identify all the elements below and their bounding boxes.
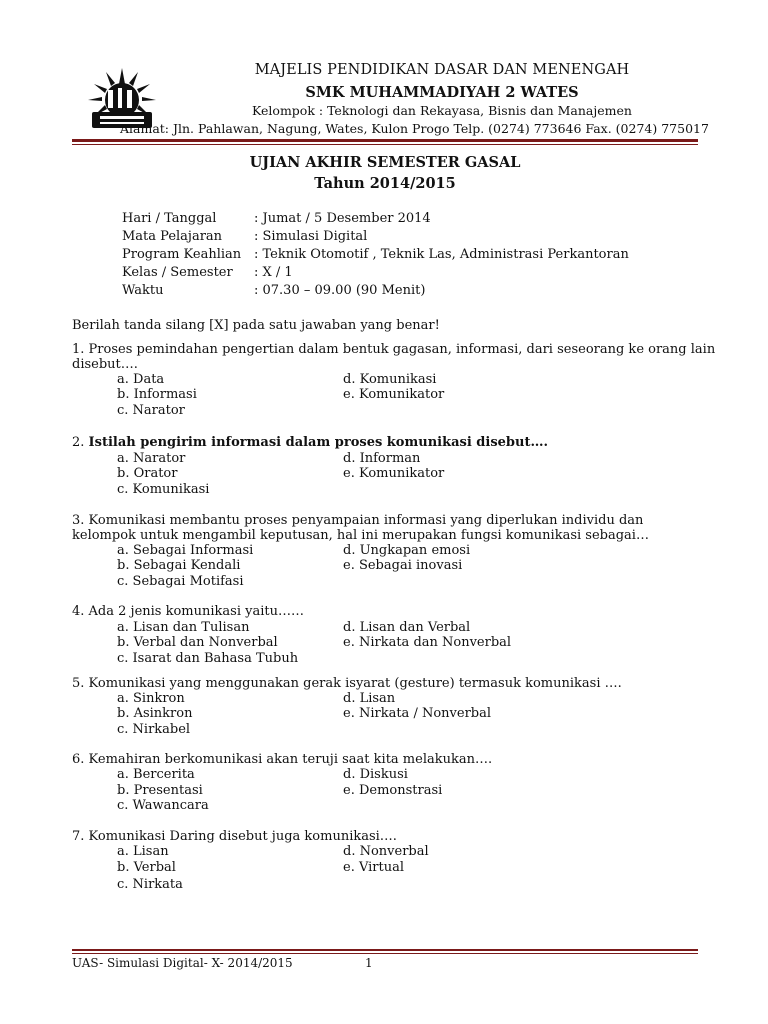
footer-divider-thick — [72, 949, 698, 951]
q1-option-b: b. Informasi — [117, 387, 197, 402]
q1-option-c: c. Narator — [117, 403, 185, 418]
q3-option-c: c. Sebagai Motifasi — [117, 574, 244, 589]
question-5-text: 5. Komunikasi yang menggunakan gerak isyarat (gesture) termasuk komunikasi …. — [72, 676, 622, 691]
board-name: MAJELIS PENDIDIKAN DASAR DAN MENENGAH — [254, 62, 630, 78]
q6-option-c: c. Wawancara — [117, 798, 209, 813]
q5-option-e: e. Nirkata / Nonverbal — [343, 706, 492, 721]
q1-option-a: a. Data — [117, 372, 165, 387]
q7-option-a: a. Lisan — [117, 844, 169, 859]
q2-option-d: d. Informan — [343, 451, 421, 466]
info-label-class: Kelas / Semester — [122, 265, 233, 280]
footer-divider-thin — [72, 953, 698, 954]
q7-option-b: b. Verbal — [117, 860, 176, 875]
q5-option-d: d. Lisan — [343, 691, 396, 706]
q6-option-d: d. Diskusi — [343, 767, 408, 782]
q3-option-a: a. Sebagai Informasi — [117, 543, 254, 558]
exam-year: Tahun 2014/2015 — [314, 175, 456, 192]
info-value-class: : X / 1 — [254, 265, 293, 280]
question-7-text: 7. Komunikasi Daring disebut juga komunikasi…. — [72, 829, 397, 844]
q2-option-a: a. Narator — [117, 451, 186, 466]
school-group: Kelompok : Teknologi dan Rekayasa, Bisnis dan Manajemen — [252, 103, 632, 118]
info-value-subject: : Simulasi Digital — [254, 229, 368, 244]
question-4-text: 4. Ada 2 jenis komunikasi yaitu…… — [72, 604, 304, 619]
info-label-date: Hari / Tanggal — [122, 211, 217, 226]
question-1-text: 1. Proses pemindahan pengertian dalam bentuk gagasan, informasi, dari seseorang ke orang lain — [72, 342, 716, 357]
school-address: Alamat: Jln. Pahlawan, Nagung, Wates, Kulon Progo Telp. (0274) 773646 Fax. (0274) 775017 — [120, 121, 709, 136]
q4-option-a: a. Lisan dan Tulisan — [117, 620, 250, 635]
question-6-text: 6. Kemahiran berkomunikasi akan teruji saat kita melakukan…. — [72, 752, 493, 767]
q3-option-d: d. Ungkapan emosi — [343, 543, 471, 558]
q2-option-b: b. Orator — [117, 466, 178, 481]
q6-option-e: e. Demonstrasi — [343, 783, 443, 798]
q1-option-d: d. Komunikasi — [343, 372, 437, 387]
info-value-time: : 07.30 – 09.00 (90 Menit) — [254, 283, 426, 298]
info-label-program: Program Keahlian — [122, 247, 242, 262]
question-2-number: 2. — [72, 435, 89, 450]
q5-option-c: c. Nirkabel — [117, 722, 191, 737]
question-3-text: 3. Komunikasi membantu proses penyampaian informasi yang diperlukan individu dan — [72, 513, 644, 528]
q7-option-e: e. Virtual — [343, 860, 404, 875]
school-name: SMK MUHAMMADIYAH 2 WATES — [305, 84, 579, 101]
q1-option-e: e. Komunikator — [343, 387, 445, 402]
info-value-program: : Teknik Otomotif , Teknik Las, Administrasi Perkantoran — [254, 247, 629, 262]
q2-option-e: e. Komunikator — [343, 466, 445, 481]
q4-option-c: c. Isarat dan Bahasa Tubuh — [117, 651, 299, 666]
q6-option-a: a. Bercerita — [117, 767, 195, 782]
question-2-bold-text: Istilah pengirim informasi dalam proses komunikasi disebut…. — [88, 435, 548, 450]
page-number: 1 — [365, 956, 373, 970]
info-value-date: : Jumat / 5 Desember 2014 — [254, 211, 431, 226]
question-3-text-cont: kelompok untuk mengambil keputusan, hal ini merupakan fungsi komunikasi sebagai… — [72, 528, 649, 543]
question-1-text-cont: disebut…. — [72, 357, 138, 372]
header-divider-thick — [72, 139, 698, 142]
q7-option-c: c. Nirkata — [117, 877, 183, 892]
q6-option-b: b. Presentasi — [117, 783, 203, 798]
info-label-subject: Mata Pelajaran — [122, 229, 223, 244]
exam-title: UJIAN AKHIR SEMESTER GASAL — [249, 154, 521, 171]
q4-option-b: b. Verbal dan Nonverbal — [117, 635, 278, 650]
header-divider-thin — [72, 144, 698, 145]
q3-option-b: b. Sebagai Kendali — [117, 558, 241, 573]
instruction-text: Berilah tanda silang [X] pada satu jawaban yang benar! — [72, 318, 440, 333]
q3-option-e: e. Sebagai inovasi — [343, 558, 463, 573]
q2-option-c: c. Komunikasi — [117, 482, 210, 497]
q4-option-d: d. Lisan dan Verbal — [343, 620, 471, 635]
q4-option-e: e. Nirkata dan Nonverbal — [343, 635, 512, 650]
q5-option-a: a. Sinkron — [117, 691, 185, 706]
q7-option-d: d. Nonverbal — [343, 844, 429, 859]
q5-option-b: b. Asinkron — [117, 706, 193, 721]
footer-text: UAS- Simulasi Digital- X- 2014/2015 — [72, 956, 293, 970]
info-label-time: Waktu — [122, 283, 164, 298]
question-2-text — [72, 435, 548, 451]
